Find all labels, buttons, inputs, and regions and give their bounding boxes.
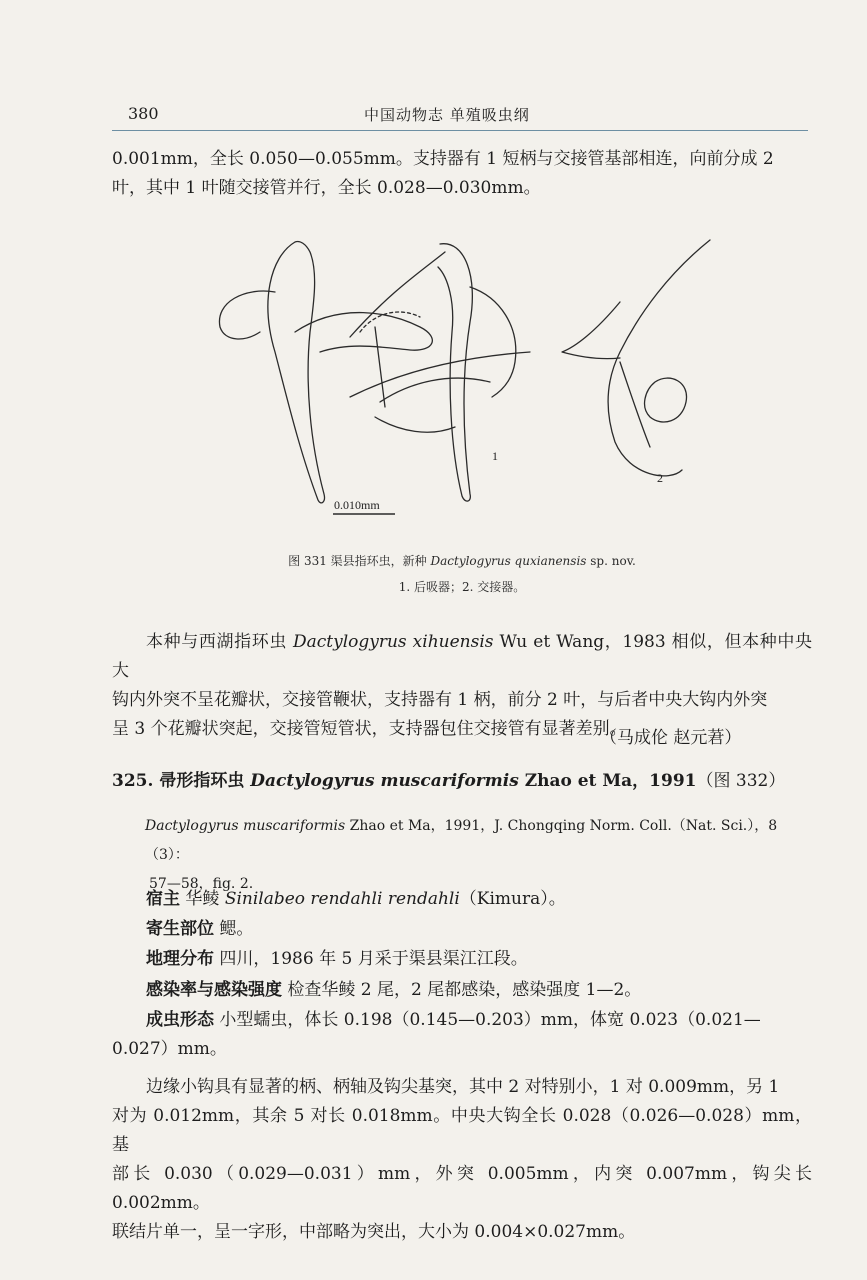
vertical-bar	[375, 327, 385, 407]
copulatory-tube	[562, 302, 620, 359]
oblique-bar	[350, 352, 530, 397]
specimen-drawing	[200, 232, 720, 532]
comparison-paragraph: 本种与西湖指环虫 Dactylogyrus xihuensis Wu et Wang，1983 相似，但本种中央大 钩内外突不呈花瓣状，交接管鞭状，支持器有 1 柄，前分 2 叶，与后者中央大钩内外突 呈 3 个花瓣状突起，交接管短管状，支持器包住交接管有显著差别。	[112, 632, 813, 739]
species-heading: 325. 帚形指环虫 Dactylogyrus muscariformis Zhao et Ma，1991（图 332）	[112, 771, 786, 791]
diagonal-rod	[350, 252, 445, 337]
hooks-paragraph: 边缘小钩具有显著的柄、柄轴及钩尖基突，其中 2 对特别小，1 对 0.009mm，另 1 对为 0.012mm，其余 5 对长 0.018mm。中央大钩全长 0.028（0.026—0.028）mm，基 部长 0.030（0.029—0.031）mm，外突 0.005mm，内突 0.007mm，钩尖长 0.002mm。 联结片单一，呈一字形，中部略为突出，大小为 0.004×0.027mm。	[112, 1077, 812, 1242]
author-signature: （马成伦 赵元莙）	[600, 728, 742, 748]
copulatory-base	[645, 378, 687, 422]
left-anchor-outline	[268, 241, 325, 502]
intro-line-1: 0.001mm，全长 0.050—0.055mm。支持器有 1 短柄与交接管基部相连，向前分成 2	[112, 149, 774, 169]
transverse-bar-2	[360, 312, 420, 332]
figure-caption-parts: 1. 后吸器；2. 交接器。	[398, 580, 526, 594]
copulatory-whip	[608, 240, 710, 476]
site-row: 寄生部位 鳃。	[146, 919, 254, 939]
morphology-paragraph: 成虫形态 小型蠕虫，体长 0.198（0.145—0.203）mm，体宽 0.023（0.021— 0.027）mm。	[112, 1010, 761, 1059]
figure-label-2: 2	[657, 471, 663, 485]
figure-caption: 图 331 渠县指环虫，新种 Dactylogyrus quxianensis sp. nov.	[288, 554, 636, 568]
infection-row: 感染率与感染强度 检查华鲮 2 尾，2 尾都感染，感染强度 1—2。	[146, 980, 642, 1000]
left-anchor-root	[219, 291, 275, 339]
transverse-bar-1	[295, 313, 432, 352]
host-row: 宿主 华鲮 Sinilabeo rendahli rendahli（Kimura）。	[146, 889, 566, 909]
figure-label-1: 1	[492, 449, 498, 463]
page-number: 380	[128, 104, 159, 123]
scale-bar-label: 0.010mm	[334, 498, 380, 512]
intro-line-2: 叶，其中 1 叶随交接管并行，全长 0.028—0.030mm。	[112, 178, 541, 198]
caption-species: Dactylogyrus quxianensis	[430, 554, 587, 568]
distribution-row: 地理分布 四川，1986 年 5 月采于渠县渠江江段。	[146, 949, 528, 969]
heading-scientific-name: Dactylogyrus muscariformis	[250, 771, 519, 791]
citation: Dactylogyrus muscariformis Zhao et Ma，1991，J. Chongqing Norm. Coll.（Nat. Sci.），8（3）： 57—58，fig. 2.	[145, 818, 778, 892]
crossing-bar	[380, 378, 490, 402]
lower-loop	[375, 417, 455, 432]
intro-paragraph	[112, 145, 812, 203]
central-anchor-outline	[438, 244, 472, 501]
citation-species: Dactylogyrus muscariformis	[145, 818, 346, 834]
page-header	[112, 100, 808, 131]
comparison-species: Dactylogyrus xihuensis	[292, 632, 494, 652]
figure-331	[200, 232, 720, 532]
accessory-piece	[620, 362, 650, 447]
central-anchor-root	[470, 287, 516, 397]
running-title: 中国动物志 单殖吸虫纲	[364, 106, 530, 124]
